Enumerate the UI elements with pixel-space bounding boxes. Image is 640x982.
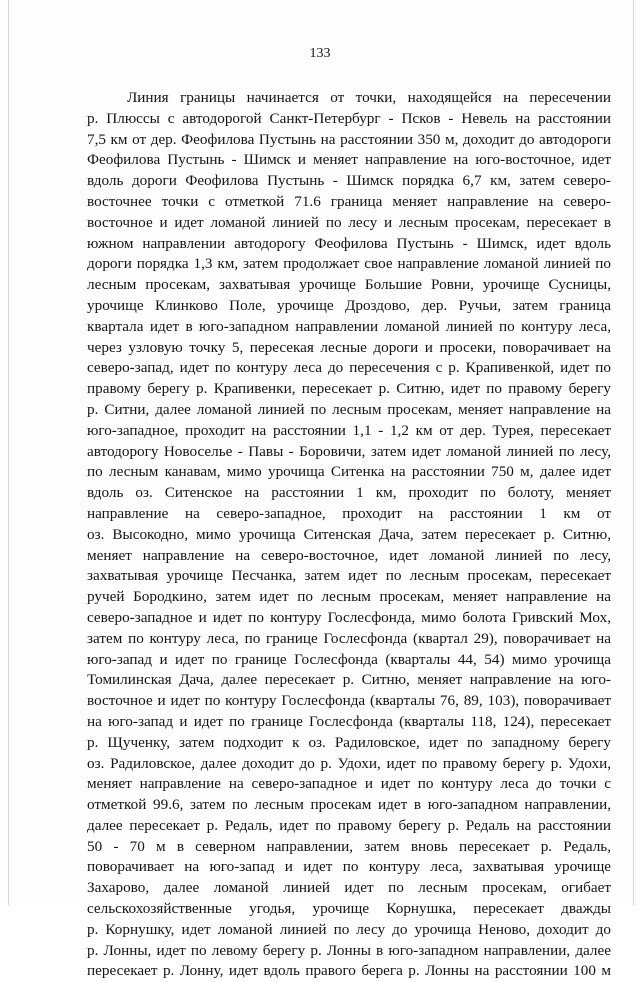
text-line: ручей Бородкино, затем идет по лесным просекам, меняет направление на — [87, 588, 611, 606]
text-line: пересекает р. Лонну, идет вдоль правого берега р. Лонны на расстоянии 100 м — [87, 962, 611, 980]
text-line: р. Лонны, идет по левому берегу р. Лонны в юго-западном направлении, далее — [87, 941, 611, 959]
text-line: вдоль оз. Ситенское на расстоянии 1 км, проходит по болоту, меняет — [87, 484, 611, 502]
text-line: 7,5 км от дер. Феофилова Пустынь на расстоянии 350 м, доходит до автодороги — [87, 130, 611, 148]
text-line: северо-западное и идет по контуру Гослесфонда, мимо болота Гривский Мох, — [87, 608, 611, 626]
page-edge-right — [633, 0, 634, 905]
text-line: восточное и идет ломаной линией по лесу и лесным просекам, пересекает в — [87, 213, 611, 231]
text-line: восточнее точки с отметкой 71.6 граница меняет направление на северо- — [87, 192, 611, 210]
text-line: автодорогу Новоселье - Павы - Боровичи, затем идет ломаной линией по лесу, — [87, 442, 611, 460]
text-line: меняет направление на северо-восточное, идет ломаной линией по лесу, — [87, 546, 611, 564]
page-number: 133 — [309, 46, 331, 61]
text-line: на юго-запад и идет по границе Гослесфонда (кварталы 118, 124), пересекает — [87, 712, 611, 730]
text-line: меняет направление на северо-западное и идет по контуру леса до точки с — [87, 775, 611, 793]
text-line: Захарово, далее ломаной линией идет по лесным просекам, огибает — [87, 879, 611, 897]
text-line: оз. Высокодно, мимо урочища Ситенская Дача, затем пересекает р. Ситню, — [87, 525, 611, 543]
text-line: правому берегу р. Крапивенки, пересекает р. Ситню, идет по правому берегу — [87, 380, 611, 398]
text-line: урочище Клинково Поле, урочище Дроздово, дер. Ручьи, затем граница — [87, 296, 611, 314]
text-line: южном направлении автодорогу Феофилова Пустынь - Шимск, идет вдоль — [87, 234, 611, 252]
page-edge-left — [8, 0, 9, 905]
text-line: р. Корнушку, идет ломаной линией по лесу до урочища Неново, доходит до — [87, 920, 611, 938]
text-line: захватывая урочище Песчанка, затем идет по лесным просекам, пересекает — [87, 567, 611, 585]
text-line: направление на северо-западное, проходит на расстоянии 1 км от — [87, 504, 611, 522]
text-line: северо-запад, идет по контуру леса до пересечения с р. Крапивенкой, идет по — [87, 359, 611, 377]
text-line: оз. Радиловское, далее доходит до р. Удохи, идет по правому берегу р. Удохи, — [87, 754, 611, 772]
text-line: Томилинская Дача, далее пересекает р. Ситню, меняет направление на юго- — [87, 671, 611, 689]
text-line: р. Ситни, далее ломаной линией по лесным просекам, меняет направление на — [87, 400, 611, 418]
text-line: р. Плюссы с автодорогой Санкт-Петербург - Псков - Невель на расстоянии — [87, 109, 611, 127]
text-line: 50 - 70 м в северном направлении, затем вновь пересекает р. Редаль, — [87, 837, 611, 855]
text-line: квартала идет в юго-западном направлении ломаной линией по контуру леса, — [87, 317, 611, 335]
text-line: отметкой 99.6, затем по лесным просекам идет в юго-западном направлении, — [87, 796, 611, 814]
text-line: Линия границы начинается от точки, находящейся на пересечении — [127, 89, 611, 106]
text-line: юго-запад и идет по границе Гослесфонда (кварталы 44, 54) мимо урочища — [87, 650, 611, 668]
text-line: сельскохозяйственные угодья, урочище Корнушка, пересекает дважды — [87, 900, 611, 918]
text-line: вдоль дороги Феофилова Пустынь - Шимск порядка 6,7 км, затем северо- — [87, 172, 611, 190]
text-line: восточное и идет по контуру Гослесфонда (кварталы 76, 89, 103), поворачивает — [87, 692, 611, 710]
text-line: по лесным канавам, мимо урочища Ситенка на расстоянии 750 м, далее идет — [87, 463, 611, 481]
body-paragraph — [87, 88, 611, 982]
text-line: затем по контуру леса, по границе Гослесфонда (квартал 29), поворачивает на — [87, 629, 611, 647]
text-line: р. Щученку, затем подходит к оз. Радиловское, идет по западному берегу — [87, 733, 611, 751]
text-line: далее пересекает р. Редаль, идет по правому берегу р. Редаль на расстоянии — [87, 816, 611, 834]
text-line: юго-западное, проходит на расстоянии 1,1 - 1,2 км от дер. Турея, пересекает — [87, 421, 611, 439]
text-line: поворачивает на юго-запад и идет по контуру леса, захватывая урочище — [87, 858, 611, 876]
text-line: Феофилова Пустынь - Шимск и меняет направление на юго-восточное, идет — [87, 151, 611, 169]
text-line: дороги порядка 1,3 км, затем продолжает свое направление ломаной линией по — [87, 255, 611, 273]
text-line: лесным просекам, захватывая урочище Большие Ровни, урочище Сусницы, — [87, 276, 611, 294]
text-line: через узловую точку 5, пересекая лесные дороги и просеки, поворачивает на — [87, 338, 611, 356]
